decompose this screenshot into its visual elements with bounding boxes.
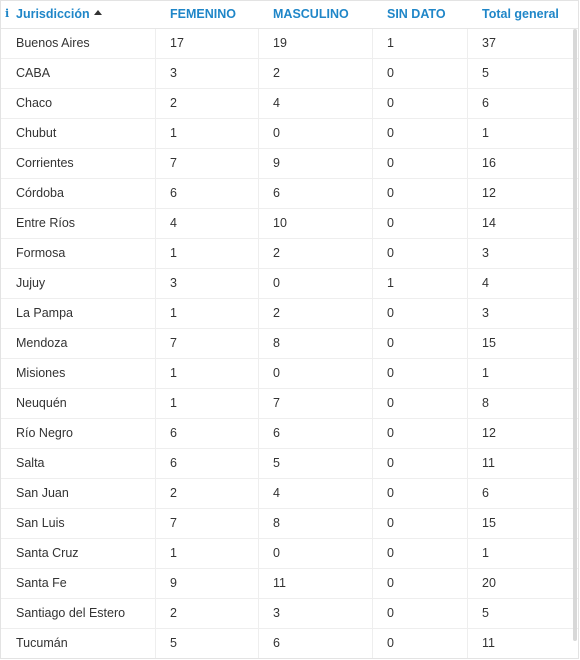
- masculino-cell: 4: [273, 486, 280, 500]
- femenino-cell: 4: [170, 216, 177, 230]
- table-row: [1, 59, 579, 89]
- total-general-cell: 3: [482, 306, 489, 320]
- table-row: [1, 239, 579, 269]
- sin-dato-cell: 0: [387, 456, 394, 470]
- sin-dato-cell: 0: [387, 396, 394, 410]
- column-header-sin-dato[interactable]: SIN DATO: [387, 7, 446, 21]
- jurisdiction-cell: San Luis: [16, 516, 65, 530]
- total-general-cell: 6: [482, 96, 489, 110]
- sin-dato-cell: 0: [387, 576, 394, 590]
- sin-dato-cell: 0: [387, 516, 394, 530]
- vertical-scrollbar[interactable]: [573, 29, 577, 641]
- table-row: [1, 29, 579, 59]
- total-general-cell: 3: [482, 246, 489, 260]
- jurisdiction-cell: Río Negro: [16, 426, 73, 440]
- jurisdiction-cell: CABA: [16, 66, 51, 80]
- table-row: [1, 329, 579, 359]
- total-general-cell: 1: [482, 546, 489, 560]
- femenino-cell: 1: [170, 126, 177, 140]
- jurisdiction-cell: Buenos Aires: [16, 36, 90, 50]
- femenino-cell: 1: [170, 546, 177, 560]
- jurisdiction-cell: Formosa: [16, 246, 66, 260]
- masculino-cell: 3: [273, 606, 280, 620]
- masculino-cell: 6: [273, 636, 280, 650]
- masculino-cell: 7: [273, 396, 280, 410]
- column-header-jurisdiccion[interactable]: [16, 1, 102, 28]
- femenino-cell: 2: [170, 606, 177, 620]
- masculino-cell: 11: [273, 576, 286, 590]
- table-row: [1, 209, 579, 239]
- femenino-cell: 1: [170, 306, 177, 320]
- table-row: [1, 389, 579, 419]
- total-general-cell: 11: [482, 456, 495, 470]
- sin-dato-cell: 0: [387, 426, 394, 440]
- total-general-cell: 20: [482, 576, 496, 590]
- sin-dato-cell: 0: [387, 156, 394, 170]
- sin-dato-cell: 0: [387, 546, 394, 560]
- masculino-cell: 4: [273, 96, 280, 110]
- sin-dato-cell: 0: [387, 126, 394, 140]
- table-row: [1, 359, 579, 389]
- jurisdiction-cell: Santiago del Estero: [16, 606, 126, 620]
- sin-dato-cell: 0: [387, 216, 394, 230]
- masculino-cell: 6: [273, 426, 280, 440]
- jurisdiction-cell: Córdoba: [16, 186, 64, 200]
- total-general-cell: 37: [482, 36, 496, 50]
- jurisdiction-cell: Neuquén: [16, 396, 67, 410]
- jurisdiction-cell: Jujuy: [16, 276, 46, 290]
- total-general-cell: 6: [482, 486, 489, 500]
- table-body: [1, 29, 579, 659]
- total-general-cell: 12: [482, 426, 496, 440]
- table-row: [1, 149, 579, 179]
- column-header-femenino[interactable]: FEMENINO: [170, 7, 236, 21]
- masculino-cell: 2: [273, 306, 280, 320]
- table-row: [1, 539, 579, 569]
- sin-dato-cell: 0: [387, 366, 394, 380]
- jurisdiction-cell: Santa Fe: [16, 576, 67, 590]
- total-general-cell: 14: [482, 216, 496, 230]
- sin-dato-cell: 0: [387, 636, 394, 650]
- total-general-cell: 1: [482, 366, 489, 380]
- masculino-cell: 6: [273, 186, 280, 200]
- sin-dato-cell: 0: [387, 606, 394, 620]
- column-header-total-general[interactable]: Total general: [482, 7, 559, 21]
- total-general-cell: 5: [482, 606, 489, 620]
- masculino-cell: 5: [273, 456, 280, 470]
- total-general-cell: 5: [482, 66, 489, 80]
- femenino-cell: 5: [170, 636, 177, 650]
- femenino-cell: 6: [170, 186, 177, 200]
- table-row: [1, 599, 579, 629]
- femenino-cell: 7: [170, 156, 177, 170]
- masculino-cell: 9: [273, 156, 280, 170]
- sin-dato-cell: 0: [387, 486, 394, 500]
- femenino-cell: 1: [170, 396, 177, 410]
- femenino-cell: 6: [170, 456, 177, 470]
- femenino-cell: 1: [170, 246, 177, 260]
- table-row: [1, 419, 579, 449]
- total-general-cell: 15: [482, 516, 496, 530]
- total-general-cell: 16: [482, 156, 496, 170]
- jurisdiction-cell: Corrientes: [16, 156, 74, 170]
- table-row: [1, 629, 579, 659]
- masculino-cell: 8: [273, 336, 280, 350]
- sin-dato-cell: 0: [387, 336, 394, 350]
- masculino-cell: 0: [273, 126, 280, 140]
- jurisdiction-cell: Tucumán: [16, 636, 68, 650]
- masculino-cell: 2: [273, 246, 280, 260]
- jurisdiction-cell: Chaco: [16, 96, 53, 110]
- masculino-cell: 0: [273, 366, 280, 380]
- total-general-cell: 1: [482, 126, 489, 140]
- sin-dato-cell: 0: [387, 306, 394, 320]
- jurisdiction-cell: San Juan: [16, 486, 69, 500]
- sin-dato-cell: 1: [387, 276, 394, 290]
- jurisdiction-cell: Santa Cruz: [16, 546, 79, 560]
- masculino-cell: 0: [273, 546, 280, 560]
- table-row: [1, 479, 579, 509]
- femenino-cell: 6: [170, 426, 177, 440]
- sort-ascending-icon[interactable]: [94, 10, 102, 15]
- femenino-cell: 2: [170, 96, 177, 110]
- femenino-cell: 7: [170, 336, 177, 350]
- masculino-cell: 8: [273, 516, 280, 530]
- table-row: [1, 269, 579, 299]
- femenino-cell: 9: [170, 576, 177, 590]
- table-row: [1, 119, 579, 149]
- sin-dato-cell: 1: [387, 36, 394, 50]
- jurisdiction-cell: Mendoza: [16, 336, 68, 350]
- sin-dato-cell: 0: [387, 96, 394, 110]
- total-general-cell: 15: [482, 336, 496, 350]
- column-header-masculino[interactable]: MASCULINO: [273, 7, 349, 21]
- table-row: [1, 299, 579, 329]
- total-general-cell: 11: [482, 636, 495, 650]
- masculino-cell: 10: [273, 216, 287, 230]
- jurisdiction-cell: Salta: [16, 456, 45, 470]
- table-row: [1, 449, 579, 479]
- column-header-label: Jurisdicción: [16, 7, 90, 21]
- total-general-cell: 12: [482, 186, 496, 200]
- femenino-cell: 3: [170, 276, 177, 290]
- info-icon[interactable]: i: [5, 7, 10, 20]
- jurisdiction-cell: La Pampa: [16, 306, 73, 320]
- femenino-cell: 1: [170, 366, 177, 380]
- jurisdiction-cell: Chubut: [16, 126, 57, 140]
- femenino-cell: 7: [170, 516, 177, 530]
- table-row: [1, 89, 579, 119]
- femenino-cell: 3: [170, 66, 177, 80]
- table-row: [1, 569, 579, 599]
- femenino-cell: 2: [170, 486, 177, 500]
- masculino-cell: 19: [273, 36, 287, 50]
- total-general-cell: 4: [482, 276, 489, 290]
- sin-dato-cell: 0: [387, 66, 394, 80]
- masculino-cell: 2: [273, 66, 280, 80]
- jurisdiction-cell: Misiones: [16, 366, 66, 380]
- sin-dato-cell: 0: [387, 186, 394, 200]
- masculino-cell: 0: [273, 276, 280, 290]
- table-row: [1, 179, 579, 209]
- jurisdiction-cell: Entre Ríos: [16, 216, 76, 230]
- table-row: [1, 509, 579, 539]
- table-header: [1, 1, 579, 29]
- sin-dato-cell: 0: [387, 246, 394, 260]
- total-general-cell: 8: [482, 396, 489, 410]
- femenino-cell: 17: [170, 36, 184, 50]
